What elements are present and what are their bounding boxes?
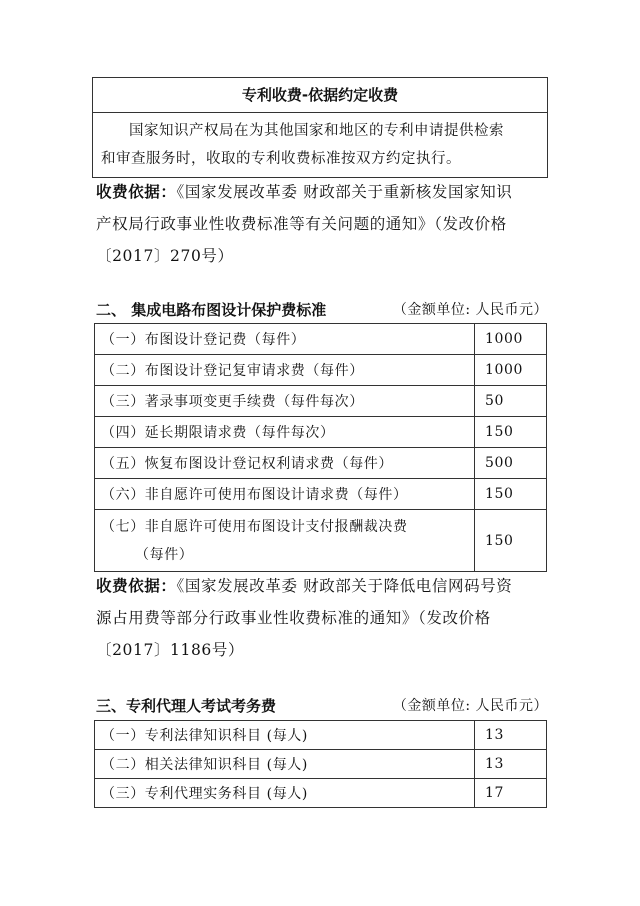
agreed-fee-body-line-1: 国家知识产权局在为其他国家和地区的专利申请提供检索 xyxy=(129,123,504,139)
fee-basis-2-line-2: 源占用费等部分行政事业性收费标准的通知》（发改价格 xyxy=(96,609,491,627)
currency-unit: （金额单位: 人民币元） xyxy=(392,302,548,318)
fee-item-label: （六）非自愿许可使用布图设计请求费（每件） xyxy=(95,479,475,510)
fee-basis-2-line-1: 收费依据：《国家发展改革委 财政部关于降低电信网码号资 xyxy=(96,577,513,595)
fee-amount: 500 xyxy=(475,448,547,479)
fee-basis-1 xyxy=(96,176,552,272)
fee-basis-2 xyxy=(96,570,552,666)
fee-basis-1-line-3: 〔2017〕270号） xyxy=(96,247,234,265)
patent-agent-exam-section-head xyxy=(96,694,548,718)
table-row xyxy=(95,750,547,779)
fee-item-label: （一）布图设计登记费（每件） xyxy=(95,324,475,355)
fee-amount: 150 xyxy=(475,417,547,448)
table-row xyxy=(95,721,547,750)
section-title: 二、 集成电路布图设计保护费标准 xyxy=(96,301,327,319)
fee-basis-label: 收费依据： xyxy=(96,183,177,201)
patent-agent-exam-fee-table xyxy=(94,720,547,808)
agreed-fee-header: 专利收费-依据约定收费 xyxy=(93,78,547,113)
table-row xyxy=(95,510,547,572)
fee-basis-1-line-2: 产权局行政事业性收费标准等有关问题的通知》（发改价格 xyxy=(96,215,507,233)
table-row xyxy=(95,448,547,479)
fee-item-label: （四）延长期限请求费（每件每次） xyxy=(95,417,475,448)
fee-amount: 150 xyxy=(475,479,547,510)
fee-amount: 150 xyxy=(475,510,547,572)
ic-layout-fee-table xyxy=(94,323,547,572)
fee-basis-2-line-3: 〔2017〕1186号） xyxy=(96,641,245,659)
table-row xyxy=(95,386,547,417)
fee-item-label: （三）著录事项变更手续费（每件每次） xyxy=(95,386,475,417)
agreed-fee-box xyxy=(92,77,548,178)
ic-layout-fee-section-head xyxy=(96,298,548,322)
table-row xyxy=(95,324,547,355)
fee-amount: 13 xyxy=(475,750,547,779)
fee-amount: 13 xyxy=(475,721,547,750)
agreed-fee-body xyxy=(93,113,547,177)
fee-amount: 17 xyxy=(475,779,547,808)
fee-item-label: （一）专利法律知识科目 (每人) xyxy=(95,721,475,750)
table-row xyxy=(95,417,547,448)
table-row xyxy=(95,355,547,386)
fee-amount: 50 xyxy=(475,386,547,417)
fee-item-label: （二）相关法律知识科目 (每人) xyxy=(95,750,475,779)
fee-amount: 1000 xyxy=(475,324,547,355)
fee-item-label: （二）布图设计登记复审请求费（每件） xyxy=(95,355,475,386)
currency-unit: （金额单位: 人民币元） xyxy=(392,698,548,714)
fee-item-label: （三）专利代理实务科目 (每人) xyxy=(95,779,475,808)
table-row xyxy=(95,779,547,808)
section-title: 三、专利代理人考试考务费 xyxy=(96,697,277,715)
fee-item-label: （五）恢复布图设计登记权利请求费（每件） xyxy=(95,448,475,479)
agreed-fee-body-line-2: 和审查服务时，收取的专利收费标准按双方约定执行。 xyxy=(101,151,461,167)
table-row xyxy=(95,479,547,510)
fee-amount: 1000 xyxy=(475,355,547,386)
fee-item-label: （七）非自愿许可使用布图设计支付报酬裁决费 （每件） xyxy=(95,510,475,572)
fee-basis-label: 收费依据： xyxy=(96,577,177,595)
fee-basis-1-line-1: 收费依据：《国家发展改革委 财政部关于重新核发国家知识 xyxy=(96,183,513,201)
